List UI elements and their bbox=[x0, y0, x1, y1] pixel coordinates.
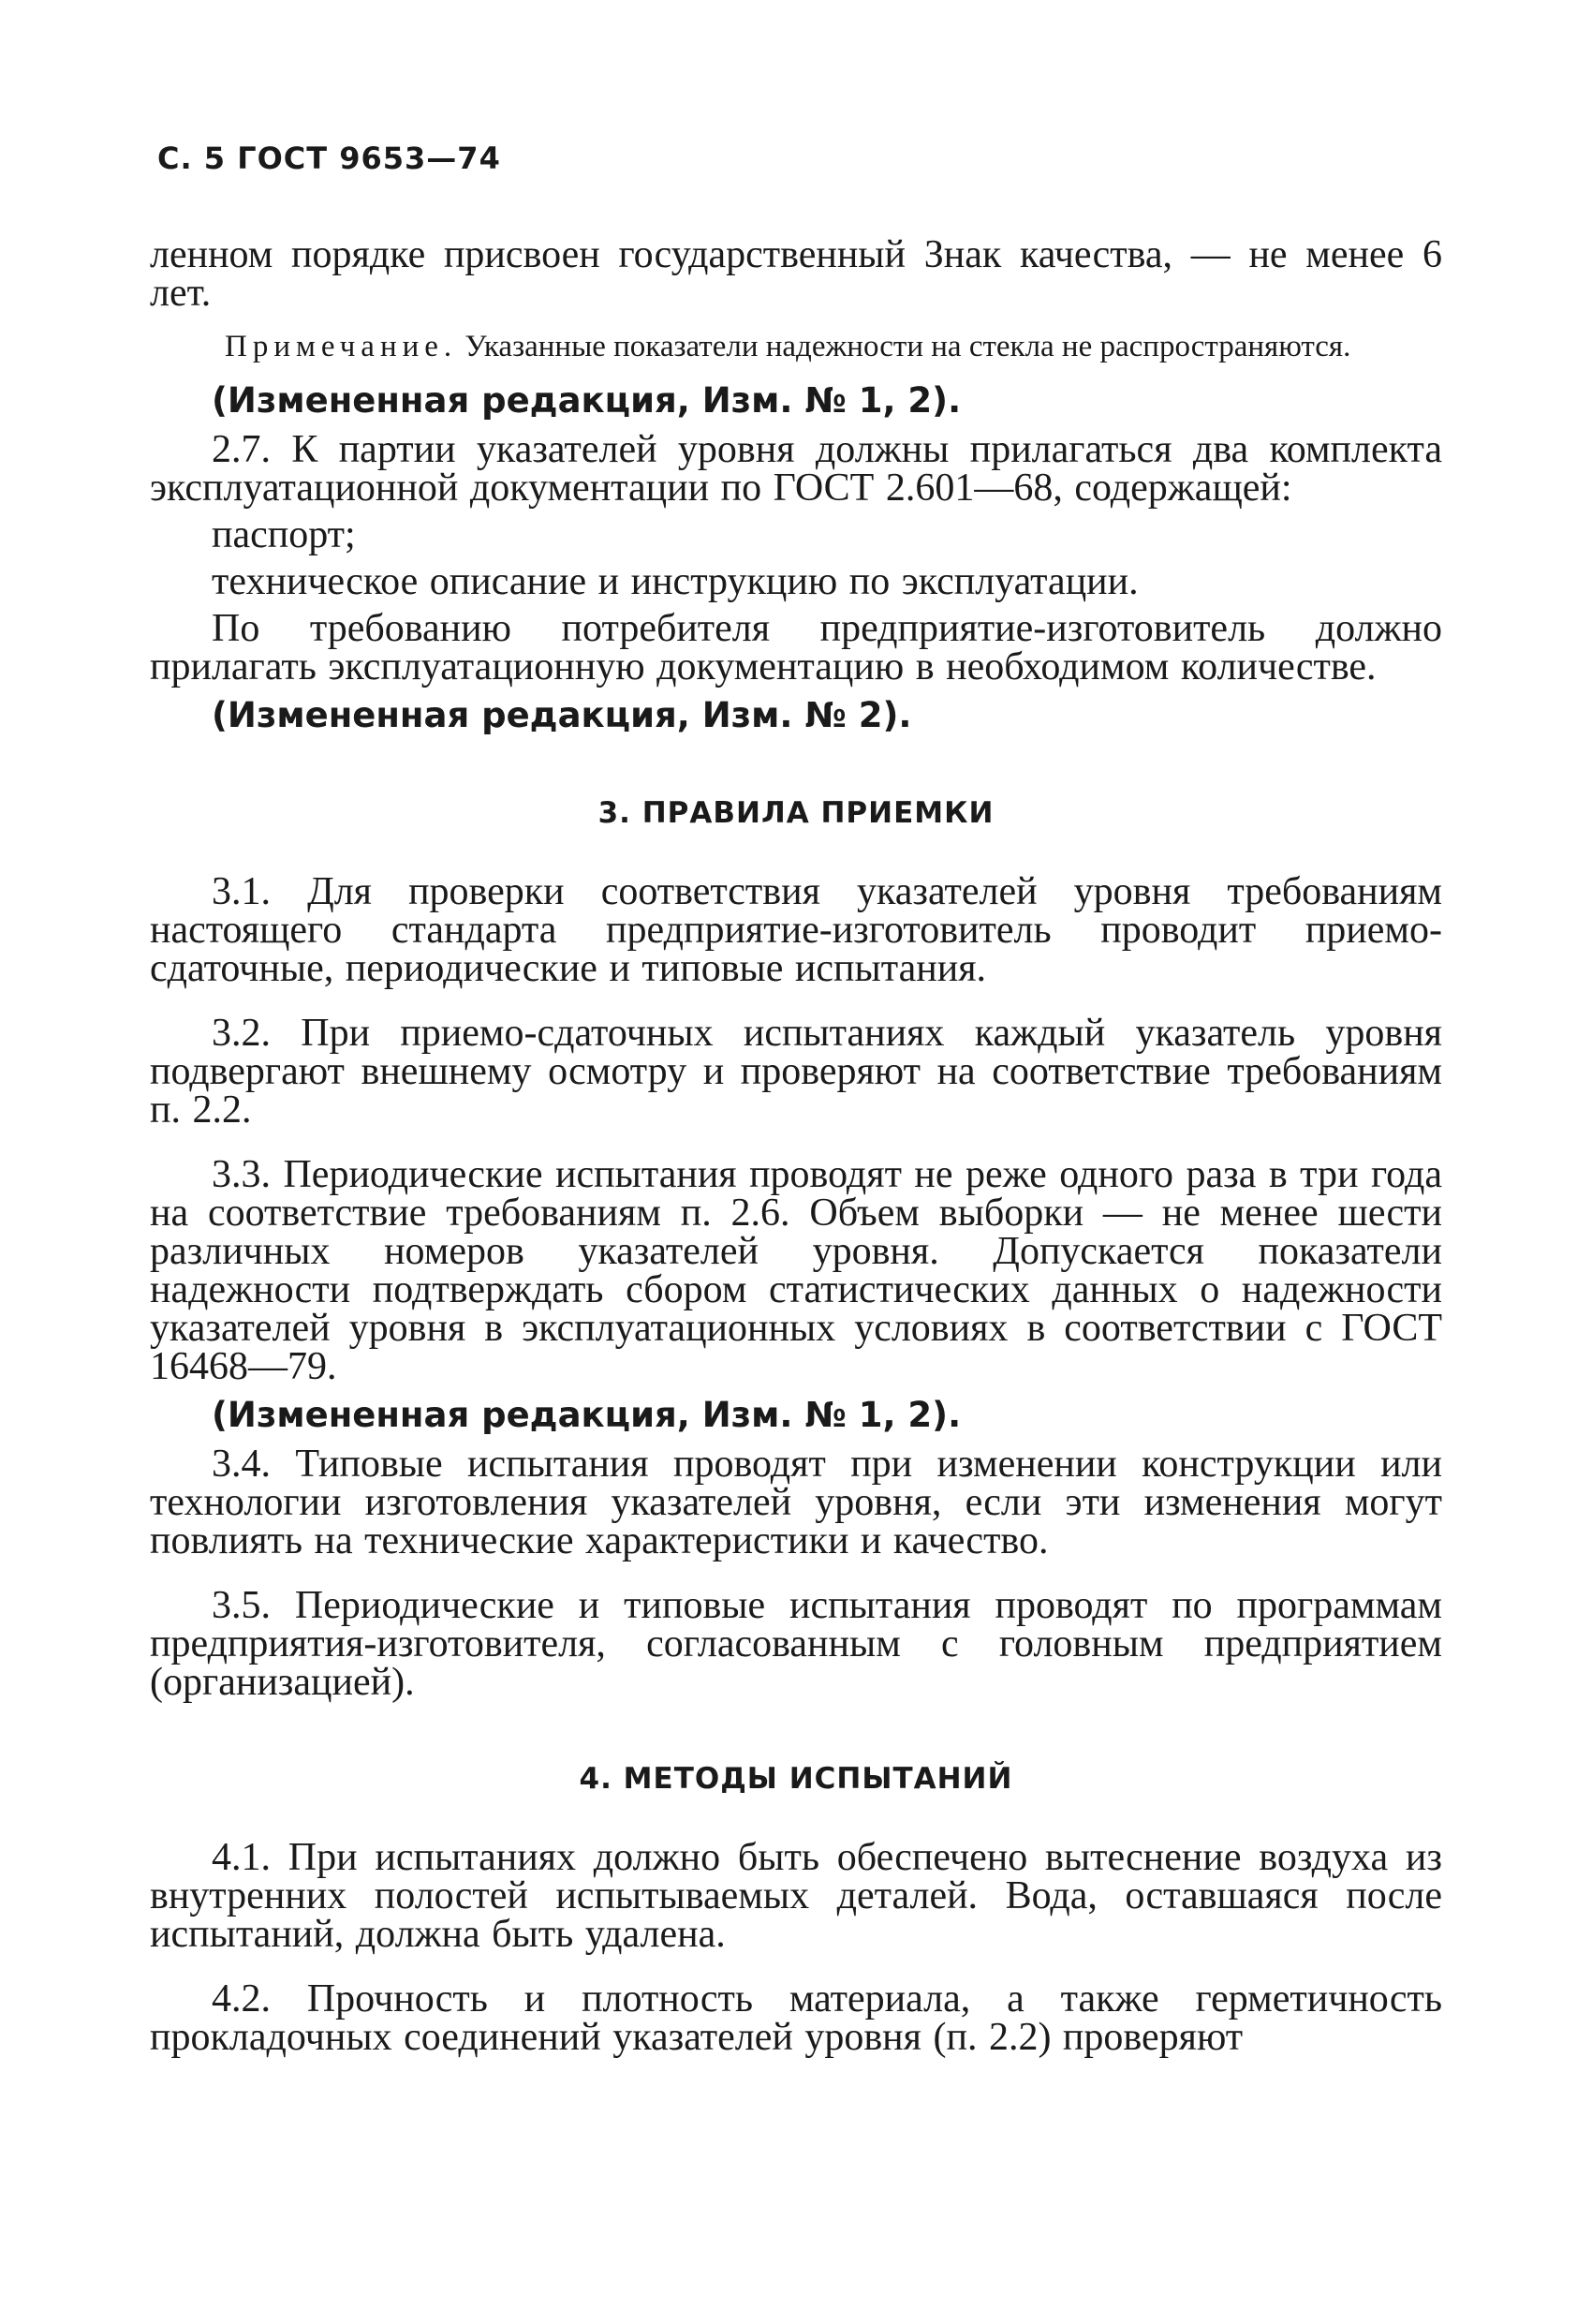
paragraph-3-1: 3.1. Для проверки соответствия указателей уровня требованиям настоящего стандарта предприятие-изготовитель проводит приемо-сдаточные, периодические и типовые испытания. bbox=[150, 870, 1442, 990]
amendment-note-1: (Измененная редакция, Изм. № 1, 2). bbox=[212, 380, 962, 421]
running-head: С. 5 ГОСТ 9653—74 bbox=[157, 141, 501, 176]
document-page bbox=[150, 141, 1442, 2065]
section-title-3: 3. ПРАВИЛА ПРИЕМКИ bbox=[597, 796, 995, 830]
paragraph-3-4: 3.4. Типовые испытания проводят при изменении конструкции или технологии изготовления указателей уровня, если эти изменения могут повлиять на технические характеристики и качество. bbox=[150, 1443, 1442, 1562]
paragraph-3-3: 3.3. Периодические испытания проводят не реже одного раза в три года на соответствие требованиям п. 2.6. Объем выборки — не менее шести различных номеров указателей уровня. Допускается показатели надежности подтверждать сбором статистических данных о надежности указателей уровня в эксплуатационных условиях в соответствии с ГОСТ 16468—79. bbox=[150, 1153, 1442, 1388]
paragraph-3-5: 3.5. Периодические и типовые испытания проводят по программам предприятия-изготовителя, согласованным с головным предприятием (организацией). bbox=[150, 1584, 1442, 1704]
paragraph-3-2: 3.2. При приемо-сдаточных испытаниях каждый указатель уровня подвергают внешнему осмотру и проверяют на соответствие требованиям п. 2.2. bbox=[150, 1012, 1442, 1132]
paragraph-on-request: По требованию потребителя предприятие-изготовитель должно прилагать эксплуатационную документацию в необходимом количестве. bbox=[150, 607, 1442, 688]
paragraph-4-2: 4.2. Прочность и плотность материала, а также герметичность прокладочных соединений указателей уровня (п. 2.2) проверяют bbox=[150, 1977, 1442, 2059]
note-label: Примечание. bbox=[225, 330, 458, 363]
paragraph-2-7: 2.7. К партии указателей уровня должны прилагаться два комплекта эксплуатационной документации по ГОСТ 2.601—68, содержащей: bbox=[150, 428, 1442, 510]
paragraph-continuation: ленном порядке присвоен государственный Знак качества, — не менее 6 лет. bbox=[150, 233, 1442, 315]
amendment-note-2: (Измененная редакция, Изм. № 2). bbox=[212, 695, 912, 735]
paragraph-4-1: 4.1. При испытаниях должно быть обеспечено вытеснение воздуха из внутренних полостей испытываемых деталей. Вода, оставшаяся после испытаний, должна быть удалена. bbox=[150, 1836, 1442, 1956]
paragraph-tech-description: техническое описание и инструкцию по эксплуатации. bbox=[212, 560, 1139, 603]
note bbox=[150, 330, 1442, 363]
paragraph-passport: паспорт; bbox=[212, 513, 356, 556]
amendment-note-3: (Измененная редакция, Изм. № 1, 2). bbox=[212, 1395, 962, 1435]
section-title-4: 4. МЕТОДЫ ИСПЫТАНИЙ bbox=[579, 1762, 1013, 1796]
note-text: Указанные показатели надежности на стекла не распространяются. bbox=[457, 330, 1351, 363]
